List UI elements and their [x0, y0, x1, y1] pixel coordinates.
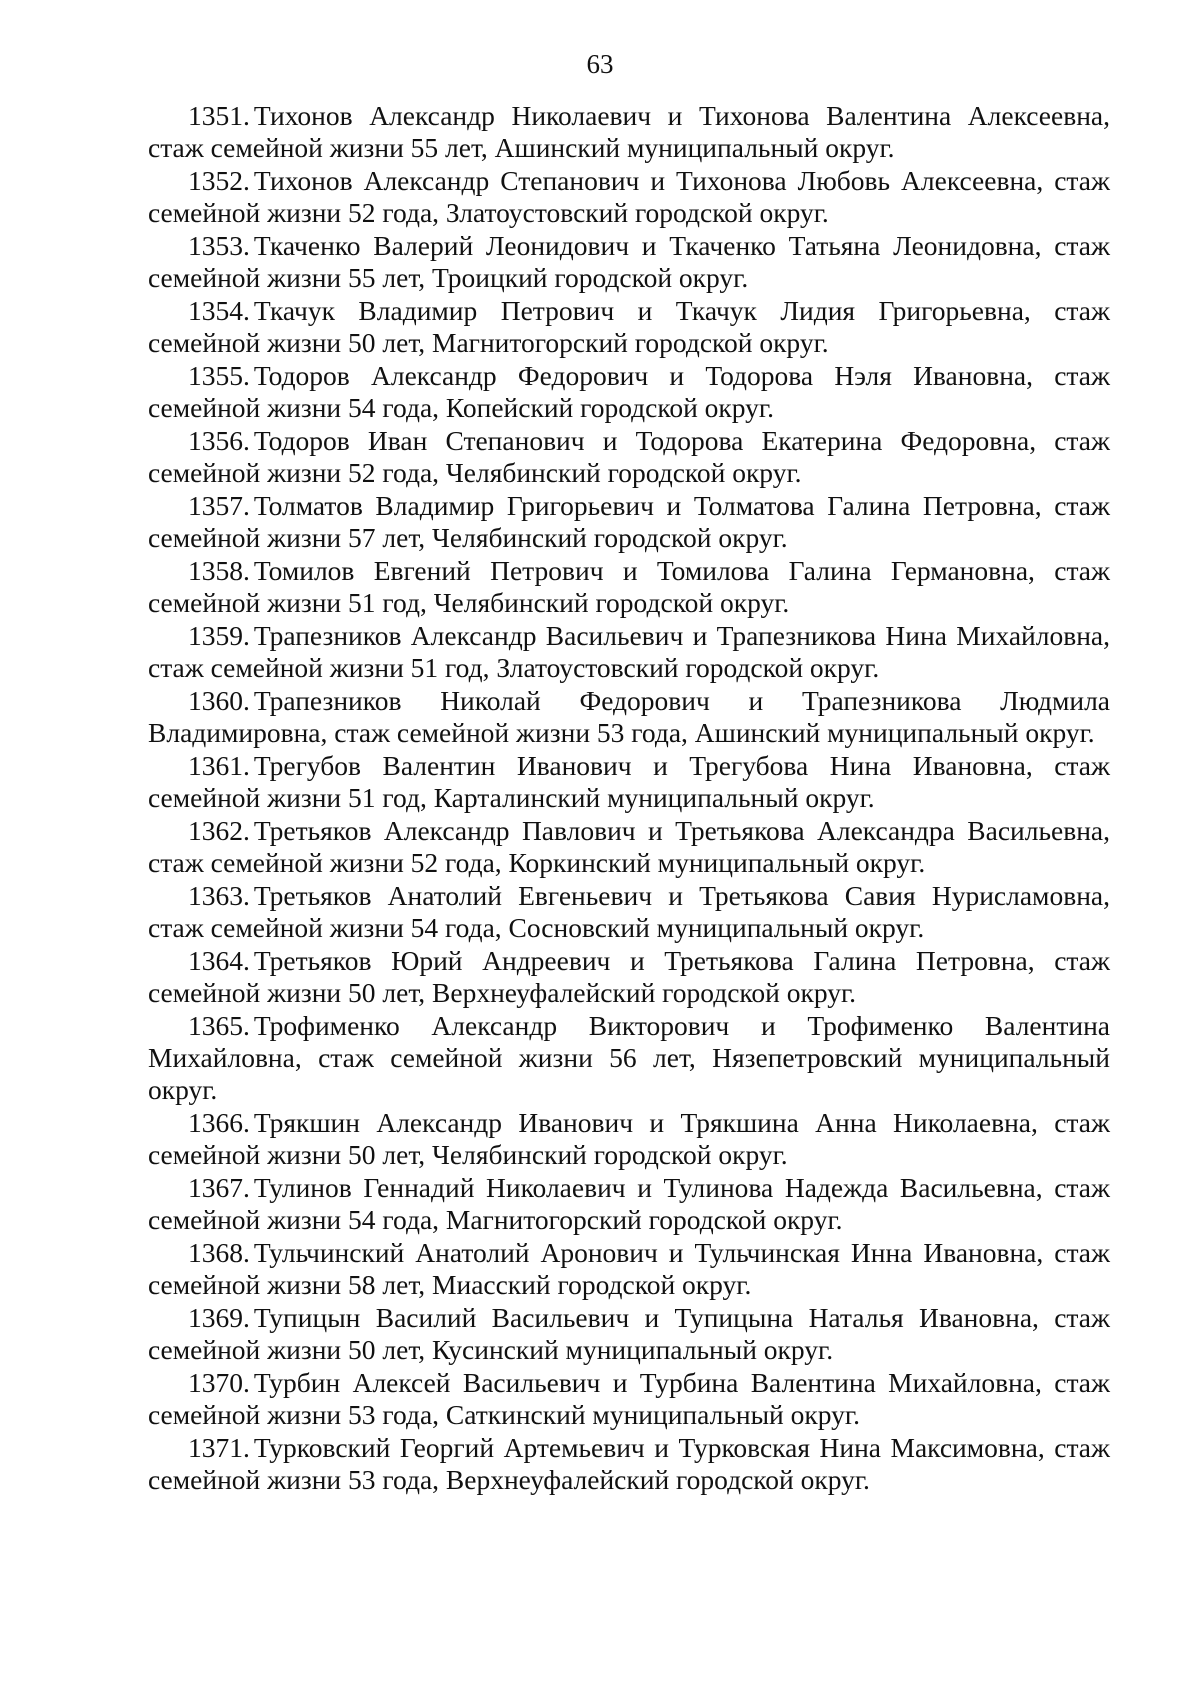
- list-item: [148, 685, 1110, 749]
- entry-number: 1354.: [188, 295, 250, 326]
- list-item: [148, 880, 1110, 944]
- entry-text: Тихонов Александр Николаевич и Тихонова Валентина Алексеевна, стаж семейной жизни 55 лет, Ашинский муниципальный округ.: [148, 100, 1110, 163]
- entry-number: 1363.: [188, 880, 250, 911]
- entry-text: Тупицын Василий Васильевич и Тупицына Наталья Ивановна, стаж семейной жизни 50 лет, Кусинский муниципальный округ.: [148, 1302, 1110, 1365]
- entry-text: Турковский Георгий Артемьевич и Турковская Нина Максимовна, стаж семейной жизни 53 года, Верхнеуфалейский городской округ.: [148, 1432, 1110, 1495]
- entry-number: 1359.: [188, 620, 250, 651]
- list-item: [148, 100, 1110, 164]
- list-item: [148, 165, 1110, 229]
- list-item: [148, 1010, 1110, 1106]
- list-item: [148, 425, 1110, 489]
- entry-number: 1367.: [188, 1172, 250, 1203]
- entries-list: [148, 100, 1110, 1497]
- entry-number: 1358.: [188, 555, 250, 586]
- list-item: [148, 555, 1110, 619]
- list-item: [148, 1237, 1110, 1301]
- entry-number: 1366.: [188, 1107, 250, 1138]
- entry-number: 1362.: [188, 815, 250, 846]
- entry-number: 1355.: [188, 360, 250, 391]
- list-item: [148, 620, 1110, 684]
- entry-text: Третьяков Юрий Андреевич и Третьякова Галина Петровна, стаж семейной жизни 50 лет, Верхнеуфалейский городской округ.: [148, 945, 1110, 1008]
- entry-number: 1364.: [188, 945, 250, 976]
- entry-number: 1370.: [188, 1367, 250, 1398]
- entry-text: Толматов Владимир Григорьевич и Толматова Галина Петровна, стаж семейной жизни 57 лет, Челябинский городской округ.: [148, 490, 1110, 553]
- list-item: [148, 230, 1110, 294]
- list-item: [148, 945, 1110, 1009]
- list-item: [148, 1302, 1110, 1366]
- list-item: [148, 750, 1110, 814]
- entry-number: 1352.: [188, 165, 250, 196]
- entry-number: 1365.: [188, 1010, 250, 1041]
- entry-number: 1357.: [188, 490, 250, 521]
- entry-number: 1351.: [188, 100, 250, 131]
- list-item: [148, 295, 1110, 359]
- page-number: 63: [586, 49, 614, 79]
- list-item: [148, 1107, 1110, 1171]
- list-item: [148, 1367, 1110, 1431]
- entry-text: Тодоров Иван Степанович и Тодорова Екатерина Федоровна, стаж семейной жизни 52 года, Челябинский городской округ.: [148, 425, 1110, 488]
- entry-text: Трегубов Валентин Иванович и Трегубова Нина Ивановна, стаж семейной жизни 51 год, Карталинский муниципальный округ.: [148, 750, 1110, 813]
- entry-text: Тульчинский Анатолий Аронович и Тульчинская Инна Ивановна, стаж семейной жизни 58 лет, Миасский городской округ.: [148, 1237, 1110, 1300]
- list-item: [148, 360, 1110, 424]
- entry-text: Трофименко Александр Викторович и Трофименко Валентина Михайловна, стаж семейной жизни 56 лет, Нязепетровский муниципальный округ.: [148, 1010, 1110, 1105]
- entry-text: Тодоров Александр Федорович и Тодорова Нэля Ивановна, стаж семейной жизни 54 года, Копейский городской округ.: [148, 360, 1110, 423]
- list-item: [148, 1432, 1110, 1496]
- entry-text: Трапезников Александр Васильевич и Трапезникова Нина Михайловна, стаж семейной жизни 51 год, Златоустовский городской округ.: [148, 620, 1110, 683]
- entry-text: Томилов Евгений Петрович и Томилова Галина Германовна, стаж семейной жизни 51 год, Челябинский городской округ.: [148, 555, 1110, 618]
- entry-text: Трякшин Александр Иванович и Трякшина Анна Николаевна, стаж семейной жизни 50 лет, Челябинский городской округ.: [148, 1107, 1110, 1170]
- entry-number: 1360.: [188, 685, 250, 716]
- list-item: [148, 490, 1110, 554]
- entry-text: Тулинов Геннадий Николаевич и Тулинова Надежда Васильевна, стаж семейной жизни 54 года, Магнитогорский городской округ.: [148, 1172, 1110, 1235]
- entry-number: 1356.: [188, 425, 250, 456]
- entry-text: Турбин Алексей Васильевич и Турбина Валентина Михайловна, стаж семейной жизни 53 года, Саткинский муниципальный округ.: [148, 1367, 1110, 1430]
- entry-text: Трапезников Николай Федорович и Трапезникова Людмила Владимировна, стаж семейной жизни 53 года, Ашинский муниципальный округ.: [148, 685, 1110, 748]
- entry-text: Третьяков Александр Павлович и Третьякова Александра Васильевна, стаж семейной жизни 52 года, Коркинский муниципальный округ.: [148, 815, 1110, 878]
- entry-text: Ткачук Владимир Петрович и Ткачук Лидия Григорьевна, стаж семейной жизни 50 лет, Магнитогорский городской округ.: [148, 295, 1110, 358]
- entry-number: 1361.: [188, 750, 250, 781]
- entry-number: 1353.: [188, 230, 250, 261]
- entry-number: 1368.: [188, 1237, 250, 1268]
- entry-text: Третьяков Анатолий Евгеньевич и Третьякова Савия Нурисламовна, стаж семейной жизни 54 года, Сосновский муниципальный округ.: [148, 880, 1110, 943]
- list-item: [148, 815, 1110, 879]
- entry-number: 1369.: [188, 1302, 250, 1333]
- entry-text: Ткаченко Валерий Леонидович и Ткаченко Татьяна Леонидовна, стаж семейной жизни 55 лет, Троицкий городской округ.: [148, 230, 1110, 293]
- entry-number: 1371.: [188, 1432, 250, 1463]
- list-item: [148, 1172, 1110, 1236]
- entry-text: Тихонов Александр Степанович и Тихонова Любовь Алексеевна, стаж семейной жизни 52 года, Златоустовский городской округ.: [148, 165, 1110, 228]
